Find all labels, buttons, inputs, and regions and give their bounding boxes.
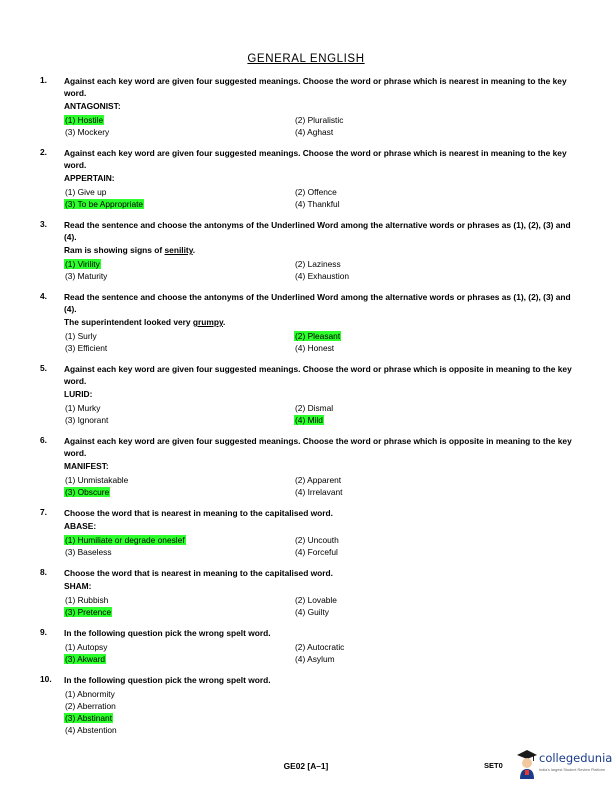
answer-option[interactable]: [294, 114, 524, 126]
option-text: Hostile: [77, 115, 104, 125]
question-keyword: [64, 520, 572, 532]
answer-option[interactable]: [294, 534, 524, 546]
option-text: Forceful: [307, 547, 338, 557]
answer-option[interactable]: [294, 126, 524, 138]
option-number: (3): [65, 547, 76, 557]
option-text: Mild: [307, 415, 323, 425]
option-label: [64, 475, 129, 485]
option-text: Exhaustion: [307, 271, 350, 281]
answer-option[interactable]: [64, 546, 294, 558]
keyword-punctuation: .: [192, 245, 196, 255]
option-number: (3): [65, 654, 76, 664]
option-text: Honest: [307, 343, 335, 353]
footer-code: GE02 [A–1]: [283, 761, 329, 771]
option-number: (4): [295, 607, 306, 617]
option-number: (2): [295, 535, 306, 545]
answer-option[interactable]: [64, 198, 294, 210]
option-label: [294, 547, 339, 557]
option-number: (4): [295, 127, 306, 137]
option-text: Baseless: [77, 547, 112, 557]
question-text: Against each key word are given four suggested meanings. Choose the word or phrase which is opposite in meaning to the key word.: [64, 436, 572, 458]
question-8: [40, 567, 572, 618]
option-number: (3): [65, 487, 76, 497]
answer-option[interactable]: [294, 186, 524, 198]
option-label: [64, 595, 109, 605]
keyword-text: ABASE:: [64, 521, 97, 531]
question-number: 7.: [40, 507, 47, 517]
option-number: (2): [295, 642, 306, 652]
answer-option[interactable]: [64, 270, 294, 282]
logo-tagline: India's largest Student Review Platform: [539, 768, 606, 772]
answer-option[interactable]: [294, 474, 524, 486]
option-label: [294, 115, 344, 125]
option-text: Abstinant: [77, 713, 113, 723]
answer-option[interactable]: [64, 402, 294, 414]
answer-option[interactable]: [64, 688, 294, 700]
correct-answer-highlight: [64, 713, 113, 723]
option-label: [294, 642, 345, 652]
question-10: [40, 674, 572, 736]
option-list: [64, 258, 572, 282]
option-text: Autocratic: [307, 642, 345, 652]
answer-option[interactable]: [64, 724, 294, 736]
option-number: (3): [65, 415, 76, 425]
option-label: [294, 487, 344, 497]
option-text: Aghast: [307, 127, 334, 137]
logo-wordmark: collegedunia: [539, 751, 612, 765]
answer-option[interactable]: [294, 198, 524, 210]
answer-option[interactable]: [294, 342, 524, 354]
option-label: [64, 187, 107, 197]
answer-option[interactable]: [64, 653, 294, 665]
option-number: (3): [65, 199, 76, 209]
option-text: Lovable: [307, 595, 337, 605]
option-number: (4): [295, 199, 306, 209]
question-number: 2.: [40, 147, 47, 157]
option-number: (3): [65, 607, 76, 617]
question-number: 5.: [40, 363, 47, 373]
answer-option[interactable]: [64, 606, 294, 618]
option-number: (4): [295, 271, 306, 281]
option-text: Pluralistic: [307, 115, 344, 125]
correct-answer-highlight: [294, 415, 324, 425]
option-text: Efficient: [77, 343, 108, 353]
option-number: (2): [295, 187, 306, 197]
option-text: Murky: [77, 403, 101, 413]
option-list: [64, 534, 572, 558]
option-text: Pretence: [77, 607, 112, 617]
option-number: (2): [65, 701, 76, 711]
underlined-word: grumpy: [192, 317, 224, 327]
answer-option[interactable]: [64, 258, 294, 270]
option-list: [64, 186, 572, 210]
option-label: [64, 343, 108, 353]
option-text: Guilty: [307, 607, 329, 617]
option-number: (1): [65, 403, 76, 413]
answer-option[interactable]: [64, 700, 294, 712]
option-text: Give up: [77, 187, 107, 197]
option-text: Maturity: [77, 271, 108, 281]
answer-option[interactable]: [64, 486, 294, 498]
underlined-word: senility: [164, 245, 193, 255]
option-label: [64, 415, 109, 425]
option-number: (2): [295, 259, 306, 269]
correct-answer-highlight: [64, 535, 186, 545]
keyword-text: The superintendent looked very: [64, 317, 193, 327]
option-list: [64, 594, 572, 618]
keyword-punctuation: .: [223, 317, 226, 327]
answer-option[interactable]: [294, 402, 524, 414]
question-keyword: [64, 580, 572, 592]
correct-answer-highlight: [294, 331, 341, 341]
option-list: [64, 688, 572, 736]
answer-option[interactable]: [64, 712, 294, 724]
option-text: Laziness: [307, 259, 341, 269]
option-label: [294, 199, 341, 209]
option-list: [64, 641, 572, 665]
keyword-text: Ram is showing signs of: [64, 245, 165, 255]
question-3: [40, 219, 572, 282]
answer-option[interactable]: [64, 330, 294, 342]
option-number: (1): [65, 689, 76, 699]
option-label: [64, 547, 113, 557]
correct-answer-highlight: [64, 199, 144, 209]
question-number: 1.: [40, 75, 47, 85]
option-list: [64, 114, 572, 138]
question-text: Read the sentence and choose the antonyms of the Underlined Word among the alternative words or phrases as (1), (2), (3) and (4).: [64, 220, 571, 242]
option-text: Abstention: [77, 725, 117, 735]
keyword-text: MANIFEST:: [64, 461, 109, 471]
option-number: (3): [65, 343, 76, 353]
option-text: Unmistakable: [77, 475, 129, 485]
question-keyword: [64, 172, 572, 184]
option-text: Ignorant: [77, 415, 109, 425]
keyword-text: LURID:: [64, 389, 93, 399]
option-label: [294, 403, 334, 413]
option-text: Offence: [307, 187, 337, 197]
option-label: [64, 271, 108, 281]
answer-option[interactable]: [64, 641, 294, 653]
option-label: [294, 271, 350, 281]
keyword-text: APPERTAIN:: [64, 173, 115, 183]
option-label: [294, 595, 338, 605]
option-label: [294, 475, 342, 485]
option-number: (1): [65, 475, 76, 485]
question-number: 3.: [40, 219, 47, 229]
option-number: (2): [295, 475, 306, 485]
page-title: GENERAL ENGLISH: [247, 53, 365, 65]
option-list: [64, 330, 572, 354]
answer-option[interactable]: [294, 270, 524, 282]
option-number: (3): [65, 127, 76, 137]
option-number: (4): [65, 725, 76, 735]
answer-option[interactable]: [294, 606, 524, 618]
answer-option[interactable]: [294, 641, 524, 653]
option-text: To be Appropriate: [77, 199, 144, 209]
question-text: In the following question pick the wrong spelt word.: [64, 675, 271, 685]
option-text: Surly: [77, 331, 97, 341]
option-number: (1): [65, 187, 76, 197]
option-number: (4): [295, 487, 306, 497]
answer-option[interactable]: [294, 546, 524, 558]
option-label: [64, 689, 116, 699]
keyword-text: SHAM:: [64, 581, 92, 591]
option-text: Akward: [77, 654, 106, 664]
question-number: 10.: [40, 674, 52, 684]
option-number: (4): [295, 415, 306, 425]
question-4: [40, 291, 572, 354]
question-keyword: [64, 316, 572, 328]
question-number: 8.: [40, 567, 47, 577]
option-text: Irrelavant: [307, 487, 343, 497]
option-number: (2): [295, 595, 306, 605]
answer-option[interactable]: [294, 330, 524, 342]
option-list: [64, 474, 572, 498]
option-label: [294, 259, 342, 269]
question-1: [40, 75, 572, 138]
keyword-text: ANTAGONIST:: [64, 101, 121, 111]
option-text: Pleasant: [307, 331, 341, 341]
answer-option[interactable]: [294, 594, 524, 606]
option-text: Thankful: [307, 199, 340, 209]
correct-answer-highlight: [64, 259, 101, 269]
option-text: Apparent: [307, 475, 342, 485]
answer-option[interactable]: [64, 114, 294, 126]
question-keyword: [64, 244, 572, 256]
option-label: [294, 127, 334, 137]
question-keyword: [64, 100, 572, 112]
option-text: Mockery: [77, 127, 110, 137]
answer-option[interactable]: [294, 486, 524, 498]
option-number: (4): [295, 654, 306, 664]
option-label: [64, 331, 98, 341]
correct-answer-highlight: [64, 487, 110, 497]
option-list: [64, 402, 572, 426]
answer-option[interactable]: [64, 594, 294, 606]
option-text: Obscure: [77, 487, 110, 497]
question-5: [40, 363, 572, 426]
option-text: Uncouth: [307, 535, 339, 545]
option-label: [294, 654, 336, 664]
question-keyword: [64, 460, 572, 472]
option-label: [64, 127, 110, 137]
option-label: [294, 535, 340, 545]
option-label: [64, 403, 101, 413]
answer-option[interactable]: [294, 653, 524, 665]
option-number: (2): [295, 403, 306, 413]
option-number: (2): [295, 115, 306, 125]
question-7: [40, 507, 572, 558]
answer-option[interactable]: [64, 414, 294, 426]
graduate-mascot-icon: [516, 749, 538, 779]
question-number: 6.: [40, 435, 47, 445]
question-2: [40, 147, 572, 210]
option-text: Abnormity: [77, 689, 115, 699]
question-text: Choose the word that is nearest in meaning to the capitalised word.: [64, 568, 333, 578]
option-number: (1): [65, 642, 76, 652]
option-text: Dismal: [307, 403, 334, 413]
option-number: (1): [65, 115, 76, 125]
option-text: Aberration: [77, 701, 116, 711]
question-9: [40, 627, 572, 665]
correct-answer-highlight: [64, 115, 104, 125]
question-number: 4.: [40, 291, 47, 301]
option-number: (1): [65, 595, 76, 605]
set-label: SET0: [484, 761, 503, 770]
question-list: [40, 75, 572, 745]
answer-option[interactable]: [64, 126, 294, 138]
option-label: [294, 607, 330, 617]
question-number: 9.: [40, 627, 47, 637]
option-text: Autopsy: [77, 642, 108, 652]
option-label: [294, 343, 335, 353]
option-text: Asylum: [307, 654, 335, 664]
option-text: Rubbish: [77, 595, 109, 605]
question-6: [40, 435, 572, 498]
option-number: (2): [295, 331, 306, 341]
option-label: [64, 725, 118, 735]
option-text: Humiliate or degrade oneslef: [77, 535, 185, 545]
answer-option[interactable]: [64, 534, 294, 546]
answer-option[interactable]: [294, 258, 524, 270]
question-text: Against each key word are given four suggested meanings. Choose the word or phrase which is nearest in meaning to the key word.: [64, 76, 567, 98]
correct-answer-highlight: [64, 607, 112, 617]
question-text: Choose the word that is nearest in meaning to the capitalised word.: [64, 508, 333, 518]
answer-option[interactable]: [64, 342, 294, 354]
option-number: (1): [65, 535, 76, 545]
question-keyword: [64, 388, 572, 400]
option-number: (4): [295, 343, 306, 353]
collegedunia-logo[interactable]: [516, 747, 612, 781]
option-number: (1): [65, 331, 76, 341]
answer-option[interactable]: [64, 474, 294, 486]
question-text: Against each key word are given four suggested meanings. Choose the word or phrase which is nearest in meaning to the key word.: [64, 148, 567, 170]
option-number: (1): [65, 259, 76, 269]
option-number: (3): [65, 271, 76, 281]
question-text: Against each key word are given four suggested meanings. Choose the word or phrase which is opposite in meaning to the key word.: [64, 364, 572, 386]
question-text: In the following question pick the wrong spelt word.: [64, 628, 271, 638]
question-text: Read the sentence and choose the antonyms of the Underlined Word among the alternative words or phrases as (1), (2), (3) and (4).: [64, 292, 571, 314]
correct-answer-highlight: [64, 654, 106, 664]
option-number: (3): [65, 713, 76, 723]
answer-option[interactable]: [64, 186, 294, 198]
answer-option[interactable]: [294, 414, 524, 426]
option-label: [64, 642, 108, 652]
option-label: [64, 701, 117, 711]
option-label: [294, 187, 338, 197]
option-text: Virility: [77, 259, 100, 269]
option-number: (4): [295, 547, 306, 557]
